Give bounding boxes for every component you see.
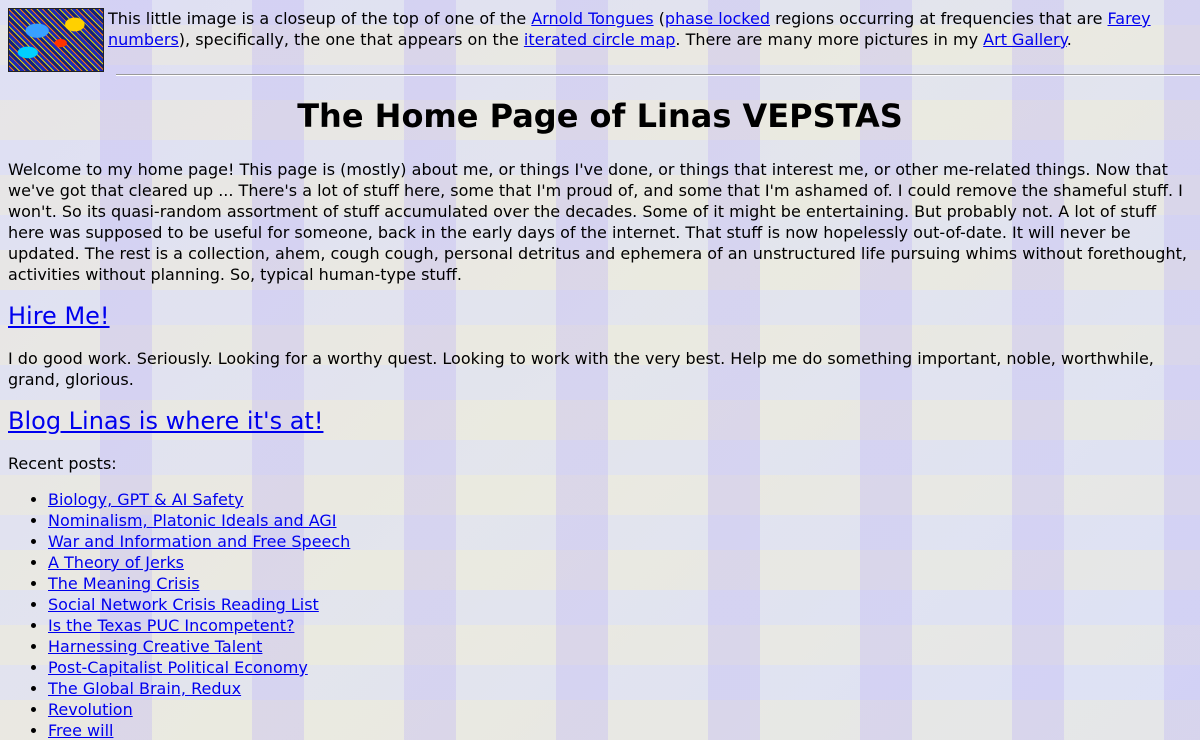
- horizontal-rule: [116, 74, 1200, 76]
- post-link[interactable]: Revolution: [48, 700, 133, 719]
- post-link[interactable]: Free will: [48, 721, 114, 740]
- intro-text-part: .: [1066, 30, 1072, 49]
- iterated-circle-map-link[interactable]: iterated circle map: [523, 30, 676, 49]
- post-link[interactable]: Harnessing Creative Talent: [48, 637, 263, 656]
- post-link[interactable]: Nominalism, Platonic Ideals and AGI: [48, 511, 337, 530]
- list-item: [48, 615, 350, 636]
- recent-posts-label: Recent posts:: [8, 454, 117, 473]
- list-item: [48, 678, 350, 699]
- post-link[interactable]: Is the Texas PUC Incompetent?: [48, 616, 295, 635]
- intro-section: [8, 8, 1192, 72]
- blog-heading: [8, 405, 323, 437]
- intro-text-part: . There are many more pictures in my: [675, 30, 984, 49]
- intro-text-part: regions occurring at frequencies that are: [770, 9, 1108, 28]
- phase-locked-link[interactable]: phase locked: [664, 9, 770, 28]
- list-item: [48, 489, 350, 510]
- hire-me-heading: [8, 300, 110, 332]
- intro-text-part: (: [653, 9, 665, 28]
- list-item: [48, 552, 350, 573]
- post-link[interactable]: The Global Brain, Redux: [48, 679, 242, 698]
- list-item: [48, 531, 350, 552]
- hire-me-link[interactable]: Hire Me!: [8, 302, 110, 330]
- hire-me-text: I do good work. Seriously. Looking for a worthy quest. Looking to work with the very best. Help me do something important, noble, worthwhile, grand, glorious.: [8, 349, 1154, 389]
- recent-posts-list: [8, 489, 350, 740]
- list-item: [48, 510, 350, 531]
- list-item: [48, 699, 350, 720]
- page-title: The Home Page of Linas VEPSTAS: [297, 97, 903, 135]
- post-link[interactable]: War and Information and Free Speech: [48, 532, 351, 551]
- list-item: [48, 657, 350, 678]
- farey-numbers-link[interactable]: Farey numbers: [108, 9, 1151, 49]
- intro-text-part: ), specifically, the one that appears on the: [178, 30, 524, 49]
- post-link[interactable]: Biology, GPT & AI Safety: [48, 490, 244, 509]
- list-item: [48, 573, 350, 594]
- intro-text-part: This little image is a closeup of the top of one of the: [108, 9, 532, 28]
- arnold-tongues-link[interactable]: Arnold Tongues: [531, 9, 654, 28]
- list-item: [48, 720, 350, 740]
- welcome-paragraph: Welcome to my home page! This page is (mostly) about me, or things I've done, or things that interest me, or other me-related things. Now that we've got that cleared up ... There's a lot of stuff here, some that I'm proud of, and some that I'm ashamed of. I could remove the shameful stuff. I won't. So its quasi-random assortment of stuff accumulated over the decades. Some of it might be entertaining. But probably not. A lot of stuff here was supposed to be useful for someone, back in the early days of the internet. That stuff is now hopelessly out-of-date. It will never be updated. The rest is a collection, ahem, cough cough, personal detritus and ephemera of an unstructured life pursuing whims without forethought, activities without planning. So, typical human-type stuff.: [8, 160, 1187, 284]
- post-link[interactable]: A Theory of Jerks: [48, 553, 184, 572]
- list-item: [48, 636, 350, 657]
- arnold-tongue-thumbnail[interactable]: [8, 8, 104, 72]
- art-gallery-link[interactable]: Art Gallery: [983, 30, 1067, 49]
- list-item: [48, 594, 350, 615]
- post-link[interactable]: Post-Capitalist Political Economy: [48, 658, 308, 677]
- blog-link[interactable]: Blog Linas is where it's at!: [8, 407, 324, 435]
- post-link[interactable]: Social Network Crisis Reading List: [48, 595, 319, 614]
- post-link[interactable]: The Meaning Crisis: [48, 574, 200, 593]
- intro-text: [108, 8, 1192, 50]
